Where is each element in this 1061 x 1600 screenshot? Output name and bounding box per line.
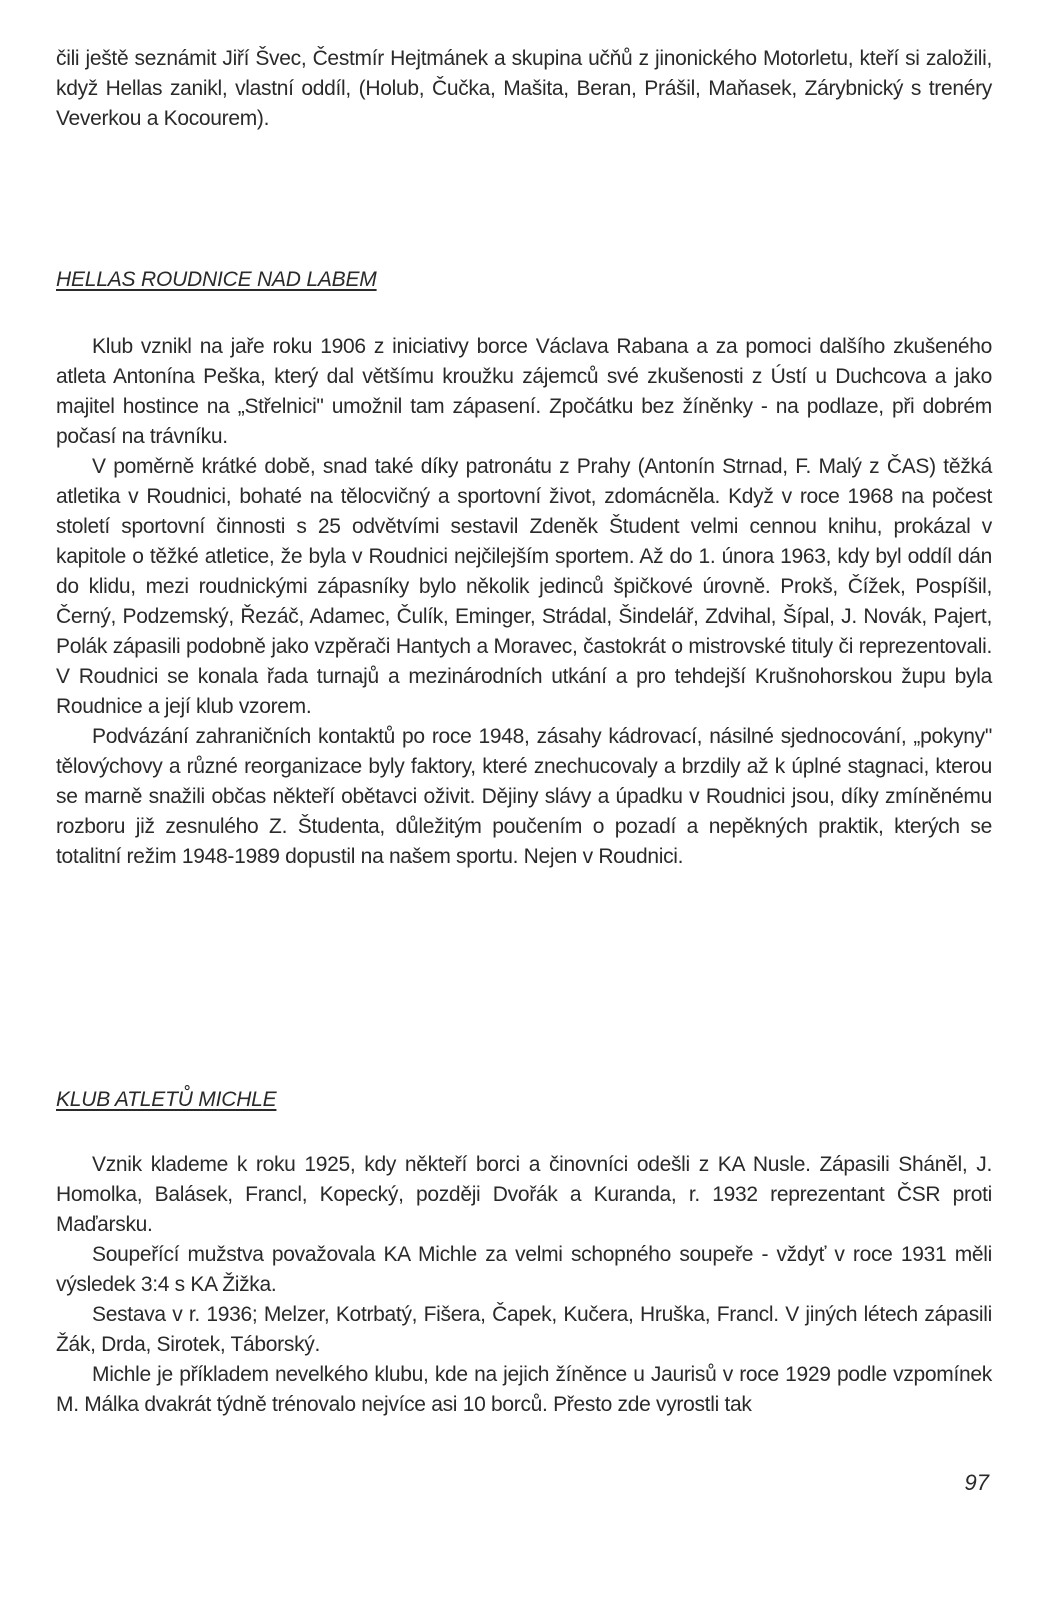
- paragraph: Michle je příkladem nevelkého klubu, kde na jejich žíněnce u Jaurisů v roce 1929 podle vzpomínek M. Málka dvakrát týdně trénovalo nejvíce asi 10 borců. Přesto zde vyrostli tak: [56, 1363, 992, 1416]
- paragraph: Sestava v r. 1936; Melzer, Kotrbatý, Fišera, Čapek, Kučera, Hruška, Francl. V jiných létech zápasili Žák, Drda, Sirotek, Táborský.: [56, 1303, 992, 1356]
- section-body-hellas: [56, 332, 992, 872]
- section-body-michle: [56, 1150, 992, 1420]
- paragraph: Podvázání zahraničních kontaktů po roce 1948, zásahy kádrovací, násilné sjednocování, „pokyny" tělovýchovy a různé reorganizace byly faktory, které znechucovaly a brzdily až k úplné stagnaci, kterou se marně snažili občas někteří obětavci oživit. Dějiny slávy a úpadku v Roudnici jsou, díky zmíněnému rozboru již zesnulého Z. Študenta, důležitým poučením o pozadí a nepěkných praktik, kterých se totalitní režim 1948-1989 dopustil na našem sportu. Nejen v Roudnici.: [56, 725, 992, 868]
- intro-text-block: [56, 44, 992, 134]
- paragraph: Soupeřící mužstva považovala KA Michle za velmi schopného soupeře - vždyť v roce 1931 měli výsledek 3:4 s KA Žižka.: [56, 1243, 992, 1296]
- paragraph: V poměrně krátké době, snad také díky patronátu z Prahy (Antonín Strnad, F. Malý z ČAS) těžká atletika v Roudnici, bohaté na tělocvičný a sportovní život, zdomácněla. Když v roce 1968 na počest století sportovní činnosti s 25 odvětvími sestavil Zdeněk Študent velmi cennou knihu, prokázal v kapitole o těžké atletice, že byla v Roudnici nejčilejším sportem. Až do 1. února 1963, kdy byl oddíl dán do klidu, mezi roudnickými zápasníky bylo několik jedinců špičkové úrovně. Prokš, Čížek, Pospíšil, Černý, Podzemský, Řezáč, Adamec, Čulík, Eminger, Strádal, Šindelář, Zdvihal, Šípal, J. Novák, Pajert, Polák zápasili podobně jako vzpěrači Hantych a Moravec, častokrát o mistrovské tituly či reprezentovali. V Roudnici se konala řada turnajů a mezinárodních utkání a pro tehdejší Krušnohorskou župu byla Roudnice a její klub vzorem.: [56, 455, 992, 718]
- paragraph: Klub vznikl na jaře roku 1906 z iniciativy borce Václava Rabana a za pomoci dalšího zkušeného atleta Antonína Peška, který dal většímu kroužku zájemců své zkušenosti z Ústí u Duchcova a jako majitel hostince na „Střelnici" umožnil tam zápasení. Zpočátku bez žíněnky - na podlaze, při dobrém počasí na trávníku.: [56, 335, 992, 448]
- page-number: 97: [964, 1470, 989, 1495]
- section-title-michle: KLUB ATLETŮ MICHLE: [56, 1088, 277, 1111]
- section-title-hellas: HELLAS ROUDNICE NAD LABEM: [56, 268, 377, 291]
- intro-paragraph: čili ještě seznámit Jiří Švec, Čestmír Hejtmánek a skupina učňů z jinonického Motorletu, kteří si založili, když Hellas zanikl, vlastní oddíl, (Holub, Čučka, Mašita, Beran, Prášil, Maňasek, Zárybnický s trenéry Veverkou a Kocourem).: [56, 47, 992, 130]
- paragraph: Vznik klademe k roku 1925, kdy někteří borci a činovníci odešli z KA Nusle. Zápasili Shánĕl, J. Homolka, Balásek, Francl, Kopecký, později Dvořák a Kuranda, r. 1932 reprezentant ČSR proti Maďarsku.: [56, 1153, 992, 1236]
